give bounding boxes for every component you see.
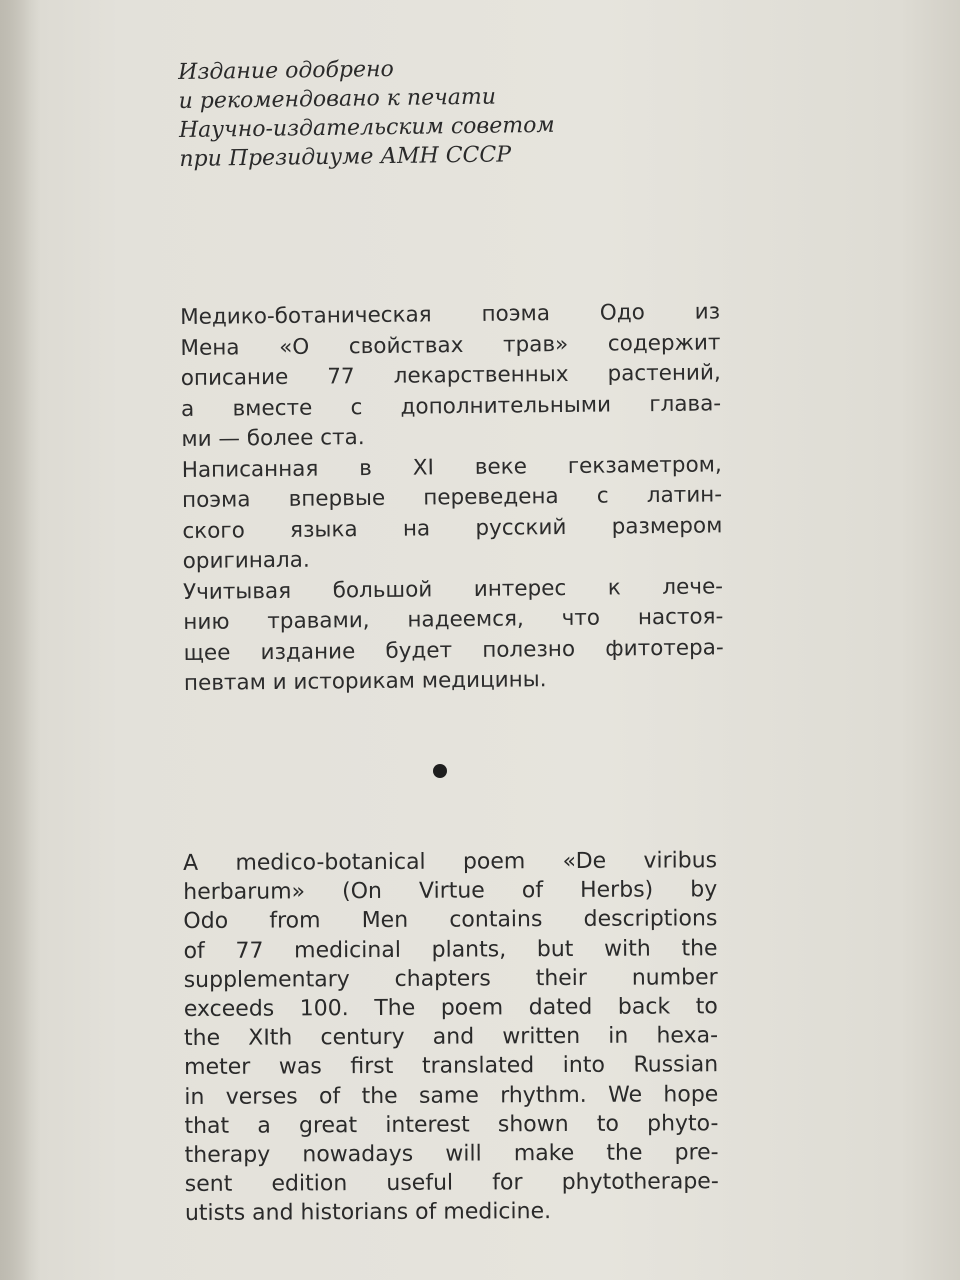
section-separator-dot [433, 764, 447, 778]
abstract-line: supplementary chapters their number [183, 965, 718, 993]
abstract-line: а вместе с дополнительными глава- [180, 390, 722, 422]
abstract-line: ского языка на русский размером [182, 512, 723, 544]
abstract-line: щее издание будет полезно фитотера- [183, 634, 724, 666]
abstract-line: нию травами, надеемся, что настоя- [183, 604, 724, 635]
approval-line: Научно-издательским советом [178, 112, 555, 143]
abstract-line: певтам и историкам медицины. [183, 667, 547, 696]
abstract-line: exceeds 100. The poem dated back to [183, 994, 718, 1023]
approval-line: Издание одобрено [178, 56, 394, 85]
abstract-line: herbarum» (On Virtue of Herbs) by [183, 877, 718, 906]
abstract-line: Мена «О свойствах трав» содержит [180, 329, 721, 361]
abstract-line: оригинала. [182, 547, 310, 574]
abstract-line: описание 77 лекарственных растений, [180, 360, 721, 391]
page-gutter-shadow [0, 0, 40, 1280]
abstract-line: ми — более ста. [181, 425, 365, 452]
abstract-line: Odo from Men contains descriptions [183, 906, 718, 935]
russian-abstract [180, 297, 724, 699]
approval-line: и рекомендовано к печати [178, 84, 497, 114]
abstract-line: that a great interest shown to phyto- [184, 1111, 719, 1139]
approval-line: при Президиуме АМН СССР [179, 142, 512, 172]
abstract-line: A medico-botanical poem «De viribus [183, 848, 718, 876]
abstract-line: of 77 medicinal plants, but with the [183, 935, 718, 964]
abstract-line: поэма впервые переведена с латин- [181, 482, 723, 513]
abstract-line: Учитывая большой интерес к лече- [182, 573, 724, 605]
abstract-line: in verses of the same rhythm. We hope [184, 1081, 719, 1110]
abstract-line: therapy nowadays will make the pre- [184, 1140, 719, 1169]
abstract-line: utists and historians of medicine. [184, 1199, 552, 1227]
english-abstract [183, 846, 719, 1228]
abstract-line: Написанная в XI веке гекзаметром, [181, 451, 722, 483]
approval-note [178, 50, 740, 174]
abstract-line: sent edition useful for phytotherape- [184, 1169, 719, 1198]
abstract-line: Медико-ботаническая поэма Одо из [180, 299, 721, 330]
abstract-line: the XIth century and written in hexa- [183, 1023, 719, 1052]
abstract-line: meter was first translated into Russian [184, 1052, 719, 1081]
